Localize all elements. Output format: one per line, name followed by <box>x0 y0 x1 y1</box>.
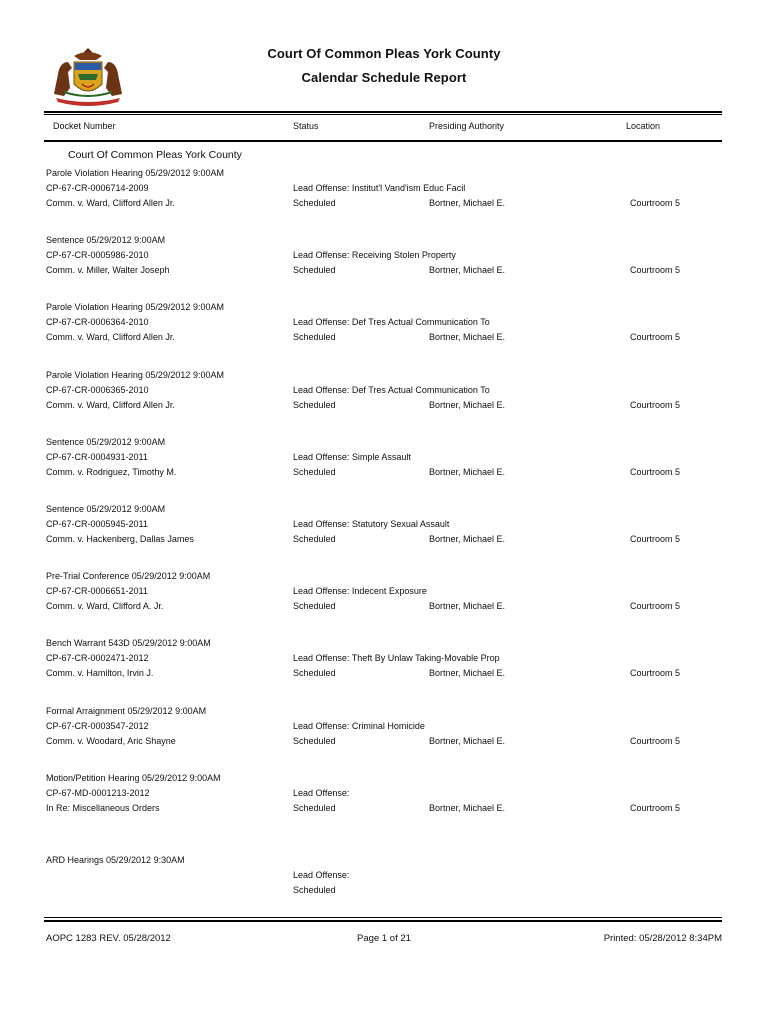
lead-offense: Lead Offense: Indecent Exposure <box>293 586 427 596</box>
presiding-authority: Bortner, Michael E. <box>429 803 506 813</box>
calendar-entry <box>0 437 768 487</box>
presiding-authority: Bortner, Michael E. <box>429 467 506 477</box>
presiding-authority: Bortner, Michael E. <box>429 332 506 342</box>
lead-offense: Lead Offense: Institut'l Vand'ism Educ Facil <box>293 183 466 193</box>
case-caption: Comm. v. Ward, Clifford Allen Jr. <box>46 198 175 208</box>
status: Scheduled <box>293 265 336 275</box>
case-caption: Comm. v. Ward, Clifford A. Jr. <box>46 601 164 611</box>
hearing-type: ARD Hearings 05/29/2012 9:30AM <box>46 855 185 865</box>
docket-number: CP-67-CR-0006365-2010 <box>46 385 149 395</box>
printed-timestamp: Printed: 05/28/2012 8:34PM <box>603 933 722 944</box>
presiding-authority: Bortner, Michael E. <box>429 534 506 544</box>
lead-offense: Lead Offense: Statutory Sexual Assault <box>293 519 450 529</box>
form-number: AOPC 1283 REV. 05/28/2012 <box>46 933 171 944</box>
case-caption: In Re: Miscellaneous Orders <box>46 803 160 813</box>
location: Courtroom 5 <box>630 534 681 544</box>
location: Courtroom 5 <box>630 332 681 342</box>
status: Scheduled <box>293 332 336 342</box>
hearing-type: Sentence 05/29/2012 9:00AM <box>46 504 166 514</box>
calendar-entry <box>0 235 768 285</box>
status: Scheduled <box>293 601 336 611</box>
hearing-type: Sentence 05/29/2012 9:00AM <box>46 235 166 245</box>
location: Courtroom 5 <box>630 803 681 813</box>
hearing-type: Formal Arraignment 05/29/2012 9:00AM <box>46 706 207 716</box>
location: Courtroom 5 <box>630 668 681 678</box>
footer-rule <box>44 920 722 922</box>
location: Courtroom 5 <box>630 198 681 208</box>
docket-number: CP-67-CR-0006651-2011 <box>46 586 148 596</box>
case-caption: Comm. v. Hamilton, Irvin J. <box>46 668 154 678</box>
status: Scheduled <box>293 400 336 410</box>
presiding-authority: Bortner, Michael E. <box>429 668 506 678</box>
lead-offense: Lead Offense: Receiving Stolen Property <box>293 250 456 260</box>
header-rule <box>44 111 722 113</box>
header-rule <box>44 140 722 142</box>
calendar-entry <box>0 168 768 218</box>
case-caption: Comm. v. Ward, Clifford Allen Jr. <box>46 400 175 410</box>
status: Scheduled <box>293 467 336 477</box>
docket-number: CP-67-CR-0006714-2009 <box>46 183 149 193</box>
presiding-authority: Bortner, Michael E. <box>429 736 506 746</box>
location: Courtroom 5 <box>630 601 681 611</box>
status: Scheduled <box>293 885 336 895</box>
calendar-entry <box>0 571 768 621</box>
calendar-entry <box>0 855 768 905</box>
presiding-authority: Bortner, Michael E. <box>429 400 506 410</box>
calendar-entry <box>0 638 768 688</box>
status: Scheduled <box>293 534 336 544</box>
report-subtitle: Calendar Schedule Report <box>301 70 467 85</box>
docket-number: CP-67-CR-0004931-2011 <box>46 452 148 462</box>
lead-offense: Lead Offense: Def Tres Actual Communication To <box>293 385 490 395</box>
case-caption: Comm. v. Woodard, Aric Shayne <box>46 736 176 746</box>
lead-offense: Lead Offense: Simple Assault <box>293 452 411 462</box>
column-header-status: Status <box>293 121 319 131</box>
calendar-entry <box>0 504 768 554</box>
page-number: Page 1 of 21 <box>357 933 411 944</box>
court-group-title: Court Of Common Pleas York County <box>68 149 242 161</box>
docket-number: CP-67-CR-0005986-2010 <box>46 250 149 260</box>
hearing-type: Sentence 05/29/2012 9:00AM <box>46 437 166 447</box>
header-rule <box>44 114 722 115</box>
lead-offense: Lead Offense: <box>293 870 350 880</box>
presiding-authority: Bortner, Michael E. <box>429 601 506 611</box>
case-caption: Comm. v. Ward, Clifford Allen Jr. <box>46 332 175 342</box>
column-header-presiding: Presiding Authority <box>429 121 505 131</box>
calendar-entry <box>0 706 768 756</box>
presiding-authority: Bortner, Michael E. <box>429 198 506 208</box>
hearing-type: Motion/Petition Hearing 05/29/2012 9:00AM <box>46 773 221 783</box>
docket-number: CP-67-MD-0001213-2012 <box>46 788 150 798</box>
docket-number: CP-67-CR-0006364-2010 <box>46 317 149 327</box>
location: Courtroom 5 <box>630 467 681 477</box>
docket-number: CP-67-CR-0003547-2012 <box>46 721 149 731</box>
lead-offense: Lead Offense: <box>293 788 350 798</box>
hearing-type: Parole Violation Hearing 05/29/2012 9:00AM <box>46 168 224 178</box>
case-caption: Comm. v. Miller, Walter Joseph <box>46 265 170 275</box>
lead-offense: Lead Offense: Theft By Unlaw Taking-Movable Prop <box>293 653 500 663</box>
case-caption: Comm. v. Hackenberg, Dallas James <box>46 534 194 544</box>
column-header-docket: Docket Number <box>53 121 116 131</box>
location: Courtroom 5 <box>630 265 681 275</box>
docket-number: CP-67-CR-0005945-2011 <box>46 519 148 529</box>
status: Scheduled <box>293 803 336 813</box>
docket-number: CP-67-CR-0002471-2012 <box>46 653 149 663</box>
lead-offense: Lead Offense: Def Tres Actual Communication To <box>293 317 490 327</box>
location: Courtroom 5 <box>630 736 681 746</box>
calendar-entry <box>0 370 768 420</box>
status: Scheduled <box>293 736 336 746</box>
hearing-type: Parole Violation Hearing 05/29/2012 9:00AM <box>46 302 224 312</box>
presiding-authority: Bortner, Michael E. <box>429 265 506 275</box>
status: Scheduled <box>293 668 336 678</box>
hearing-type: Bench Warrant 543D 05/29/2012 9:00AM <box>46 638 211 648</box>
hearing-type: Pre-Trial Conference 05/29/2012 9:00AM <box>46 571 211 581</box>
status: Scheduled <box>293 198 336 208</box>
case-caption: Comm. v. Rodriguez, Timothy M. <box>46 467 177 477</box>
report-title: Court Of Common Pleas York County <box>267 46 501 61</box>
calendar-entry <box>0 302 768 352</box>
column-header-location: Location <box>626 121 661 131</box>
hearing-type: Parole Violation Hearing 05/29/2012 9:00AM <box>46 370 224 380</box>
lead-offense: Lead Offense: Criminal Homicide <box>293 721 425 731</box>
calendar-entry <box>0 773 768 823</box>
footer-rule <box>44 917 722 918</box>
location: Courtroom 5 <box>630 400 681 410</box>
